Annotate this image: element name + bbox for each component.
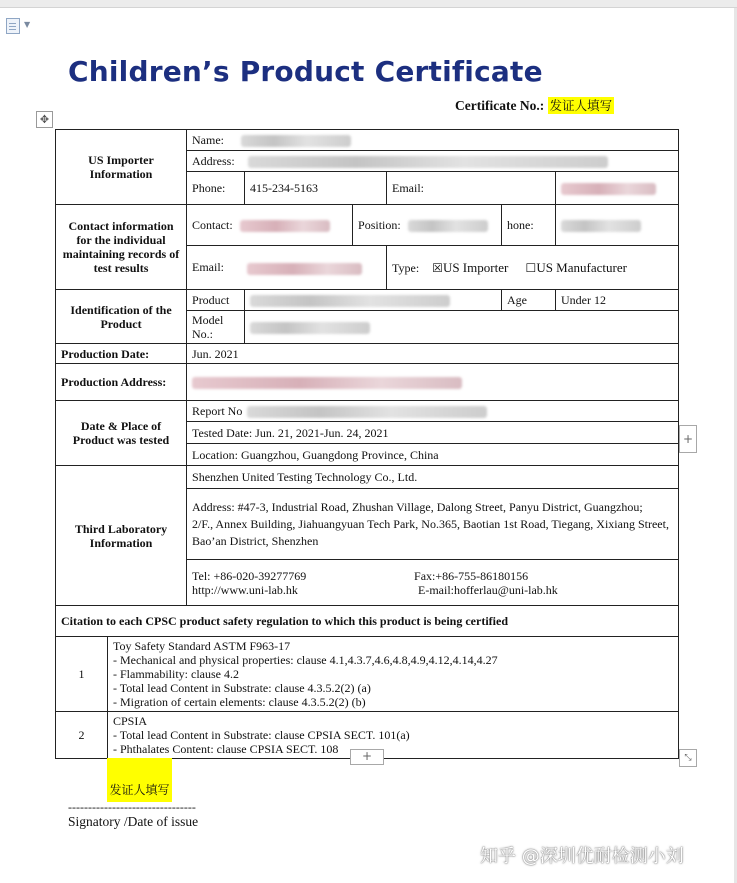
certificate-table	[55, 129, 679, 759]
contact-phone-label-cell	[502, 205, 556, 246]
citation-2-line-3: - Phthalates Content: clause CPSIA SECT. 108	[113, 742, 339, 756]
citation-row-2-number: 2	[56, 712, 108, 759]
testing-label: Date & Place of Product was tested	[56, 401, 187, 466]
type-option-importer[interactable]	[432, 260, 511, 275]
signatory-placeholder[interactable]: 发证人填写	[107, 758, 172, 802]
lab-fax: Fax:+86-755-86180156	[414, 568, 529, 583]
importer-address-cell[interactable]	[187, 151, 679, 172]
redacted-report-no	[247, 406, 487, 418]
chevron-down-icon[interactable]: ▼	[24, 20, 31, 29]
redacted-production-address	[192, 377, 462, 389]
redacted-phone	[561, 220, 641, 232]
identification-label: Identification of the Product	[56, 290, 187, 344]
product-value[interactable]	[245, 290, 502, 311]
redacted-product	[250, 295, 450, 307]
add-column-icon[interactable]: +	[679, 425, 697, 453]
test-location[interactable]: Location: Guangzhou, Guangdong Province, China	[187, 444, 679, 466]
contact-phone-label: hone:	[507, 218, 534, 232]
lab-contact-grid	[192, 569, 673, 597]
age-value[interactable]: Under 12	[556, 290, 679, 311]
lab-contact-cell[interactable]	[187, 560, 679, 606]
us-importer-label: US Importer Information	[56, 130, 187, 205]
lab-address-2: 2/F., Annex Building, Jiahuangyuan Tech Park, No.365, Baotian 1st Road, Tiegang, Xixiang Street, Bao’an District, Shenzhen	[192, 516, 669, 548]
production-date-label: Production Date:	[56, 344, 187, 364]
contact-phone-value[interactable]	[556, 205, 679, 246]
citation-row-2-content[interactable]	[108, 712, 679, 759]
importer-address-label: Address:	[192, 153, 235, 168]
lab-address-1: Address: #47-3, Industrial Road, Zhushan Village, Dalong Street, Panyu District, Guangzhou;	[192, 499, 643, 514]
signature-line: --------------------------------	[68, 800, 196, 814]
importer-name-label: Name:	[192, 132, 225, 147]
report-no-cell[interactable]	[187, 401, 679, 422]
contact-info-label: Contact information for the individual maintaining records of test results	[56, 205, 187, 290]
lab-tel: Tel: +86-020-39277769	[192, 568, 307, 583]
citation-1-line-1: Toy Safety Standard ASTM F963-17	[113, 639, 291, 653]
page-title: Children’s Product Certificate	[68, 55, 543, 88]
tested-date[interactable]: Tested Date: Jun. 21, 2021-Jun. 24, 2021	[187, 422, 679, 444]
citation-1-line-3: - Flammability: clause 4.2	[113, 667, 239, 681]
lab-label: Third Laboratory Information	[56, 466, 187, 606]
contact-cell[interactable]	[187, 205, 353, 246]
importer-email-label: Email:	[387, 172, 556, 205]
type-label: Type:	[392, 260, 420, 275]
redacted-contact	[240, 220, 330, 232]
type-importer-label: US Importer	[442, 259, 509, 275]
citation-2-line-2: - Total lead Content in Substrate: clause CPSIA SECT. 101(a)	[113, 728, 410, 742]
position-label: Position:	[358, 217, 401, 232]
table-resize-icon[interactable]: ⤡	[679, 749, 697, 767]
redacted-email	[561, 183, 656, 195]
lab-address-cell[interactable]	[187, 489, 679, 560]
position-cell[interactable]	[353, 205, 502, 246]
citation-2-line-1: CPSIA	[113, 714, 148, 728]
citation-1-line-4: - Total lead Content in Substrate: clause 4.3.5.2(2) (a)	[113, 681, 371, 695]
redacted-position	[408, 220, 488, 232]
age-label: Age	[502, 290, 556, 311]
contact-email-cell[interactable]	[187, 246, 387, 290]
production-date-value[interactable]: Jun. 2021	[187, 344, 679, 364]
redacted-name	[241, 135, 351, 147]
signature-label: Signatory /Date of issue	[68, 814, 199, 829]
citation-row-1-number: 1	[56, 637, 108, 712]
production-address-label: Production Address:	[56, 364, 187, 401]
window-top-bar	[0, 0, 737, 8]
add-row-icon[interactable]: +	[350, 749, 384, 765]
type-manufacturer-label: US Manufacturer	[536, 259, 627, 275]
table-move-handle-icon[interactable]: ✥	[36, 111, 53, 128]
report-no-label: Report No	[192, 403, 243, 418]
redacted-address	[248, 156, 608, 168]
product-label: Product	[187, 290, 245, 311]
importer-phone-label: Phone:	[187, 172, 245, 205]
citation-header: Citation to each CPSC product safety regulation to which this product is being certified	[56, 606, 679, 637]
watermark-text: 知乎 @深圳优耐检测小刘	[480, 846, 684, 867]
model-value[interactable]	[245, 311, 679, 344]
document-icon[interactable]	[6, 18, 20, 34]
certificate-number	[455, 96, 614, 114]
lab-web[interactable]: http://www.uni-lab.hk	[192, 582, 298, 597]
type-option-manufacturer[interactable]	[526, 260, 627, 275]
checkbox-empty-icon[interactable]: ☐	[525, 260, 537, 275]
lab-name[interactable]: Shenzhen United Testing Technology Co., Ltd.	[187, 466, 679, 489]
citation-1-line-2: - Mechanical and physical properties: clause 4.1,4.3.7,4.6,4.8,4.9,4.12,4.14,4.27	[113, 653, 498, 667]
redacted-contact-email	[247, 263, 362, 275]
importer-name-cell[interactable]	[187, 130, 679, 151]
citation-row-1-content[interactable]	[108, 637, 679, 712]
checkbox-checked-icon[interactable]: ☒	[432, 260, 443, 275]
model-label: Model No.:	[187, 311, 245, 344]
contact-email-label: Email:	[192, 260, 225, 275]
certificate-number-value[interactable]: 发证人填写	[549, 98, 613, 113]
contact-label: Contact:	[192, 217, 233, 232]
lab-email[interactable]: E-mail:hofferlau@uni-lab.hk	[418, 582, 558, 597]
importer-phone-value[interactable]: 415-234-5163	[245, 172, 387, 205]
certificate-number-label: Certificate No.:	[455, 98, 545, 113]
citation-1-line-5: - Migration of certain elements: clause 4.3.5.2(2) (b)	[113, 695, 366, 709]
contact-type-cell	[387, 246, 679, 290]
redacted-model	[250, 322, 370, 334]
importer-email-value[interactable]	[556, 172, 679, 205]
production-address-value[interactable]	[187, 364, 679, 401]
